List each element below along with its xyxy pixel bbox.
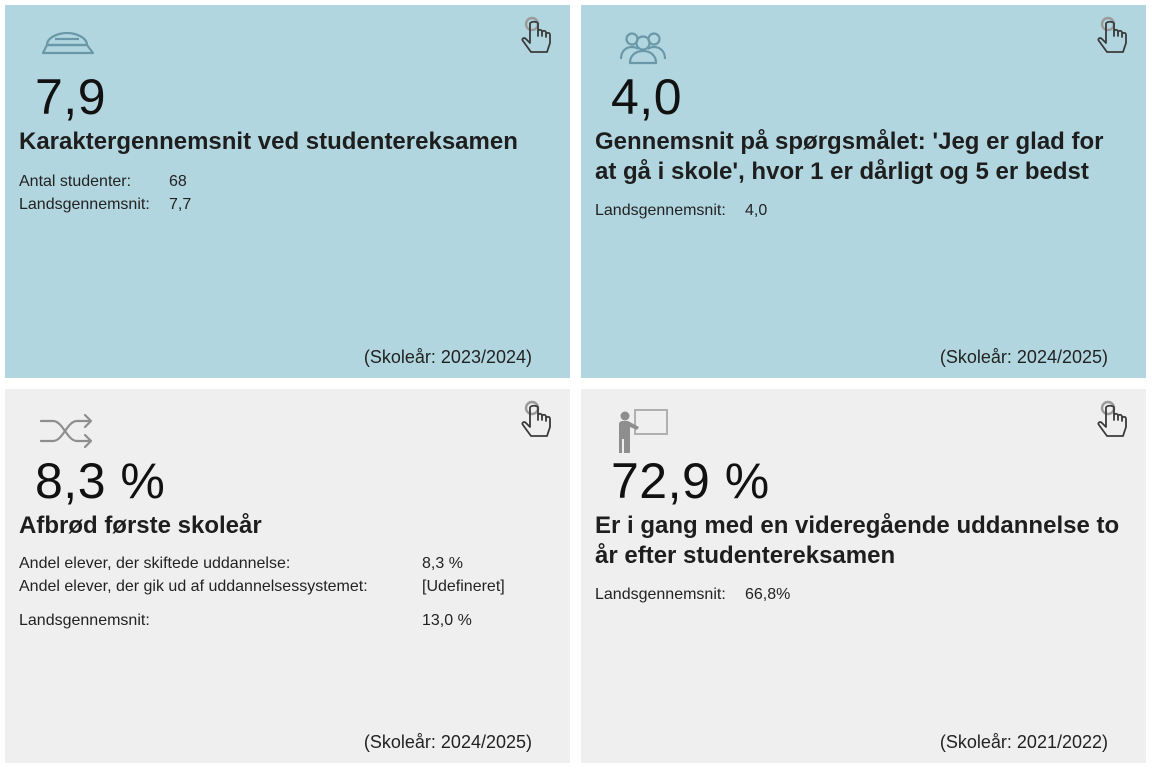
metric-value: 7,9 (35, 69, 107, 125)
graduation-cap-icon (39, 23, 95, 71)
detail-label: Landsgennemsnit: (595, 586, 726, 603)
card-wellbeing[interactable] (581, 5, 1146, 378)
metric-value: 4,0 (611, 69, 683, 125)
card-dropout[interactable] (5, 389, 570, 763)
teacher-board-icon (615, 407, 671, 455)
hand-pointer-icon[interactable] (1094, 399, 1130, 441)
detail-value: 68 (169, 173, 187, 190)
metric-title: Karaktergennemsnit ved studentereksamen (19, 128, 518, 155)
detail-value: 7,7 (169, 196, 192, 213)
detail-value: 4,0 (745, 202, 768, 219)
detail-value: 8,3 % (422, 555, 463, 572)
detail-value: 13,0 % (422, 612, 472, 629)
detail-value: 66,8% (745, 586, 791, 603)
metric-value: 8,3 % (35, 453, 166, 509)
school-year-label: (Skoleår: 2024/2025) (363, 732, 532, 752)
hand-pointer-icon[interactable] (518, 399, 554, 441)
detail-label: Andel elever, der skiftede uddannelse: (19, 555, 291, 572)
school-year-label: (Skoleår: 2021/2022) (939, 732, 1108, 752)
hand-pointer-icon[interactable] (1094, 15, 1130, 57)
detail-label: Landsgennemsnit: (595, 202, 726, 219)
detail-value: [Udefineret] (422, 578, 505, 595)
detail-label: Landsgennemsnit: (19, 612, 150, 629)
shuffle-icon (39, 407, 95, 455)
metric-title: Afbrød første skoleår (19, 512, 262, 539)
detail-label: Antal studenter: (19, 173, 132, 190)
metric-value: 72,9 % (611, 453, 770, 509)
hand-pointer-icon[interactable] (518, 15, 554, 57)
card-grade-average[interactable] (5, 5, 570, 378)
metric-title: Gennemsnit på spørgsmålet: 'Jeg er glad for at gå i skole', hvor 1 er dårligt og 5 er bedst (595, 128, 1104, 185)
metric-title: Er i gang med en videregående uddannelse to år efter studentereksamen (595, 512, 1120, 569)
school-year-label: (Skoleår: 2023/2024) (363, 347, 532, 367)
school-year-label: (Skoleår: 2024/2025) (939, 347, 1108, 367)
detail-label: Andel elever, der gik ud af uddannelsessystemet: (19, 578, 368, 595)
detail-label: Landsgennemsnit: (19, 196, 150, 213)
group-icon (615, 23, 671, 71)
card-higher-education[interactable] (581, 389, 1146, 763)
